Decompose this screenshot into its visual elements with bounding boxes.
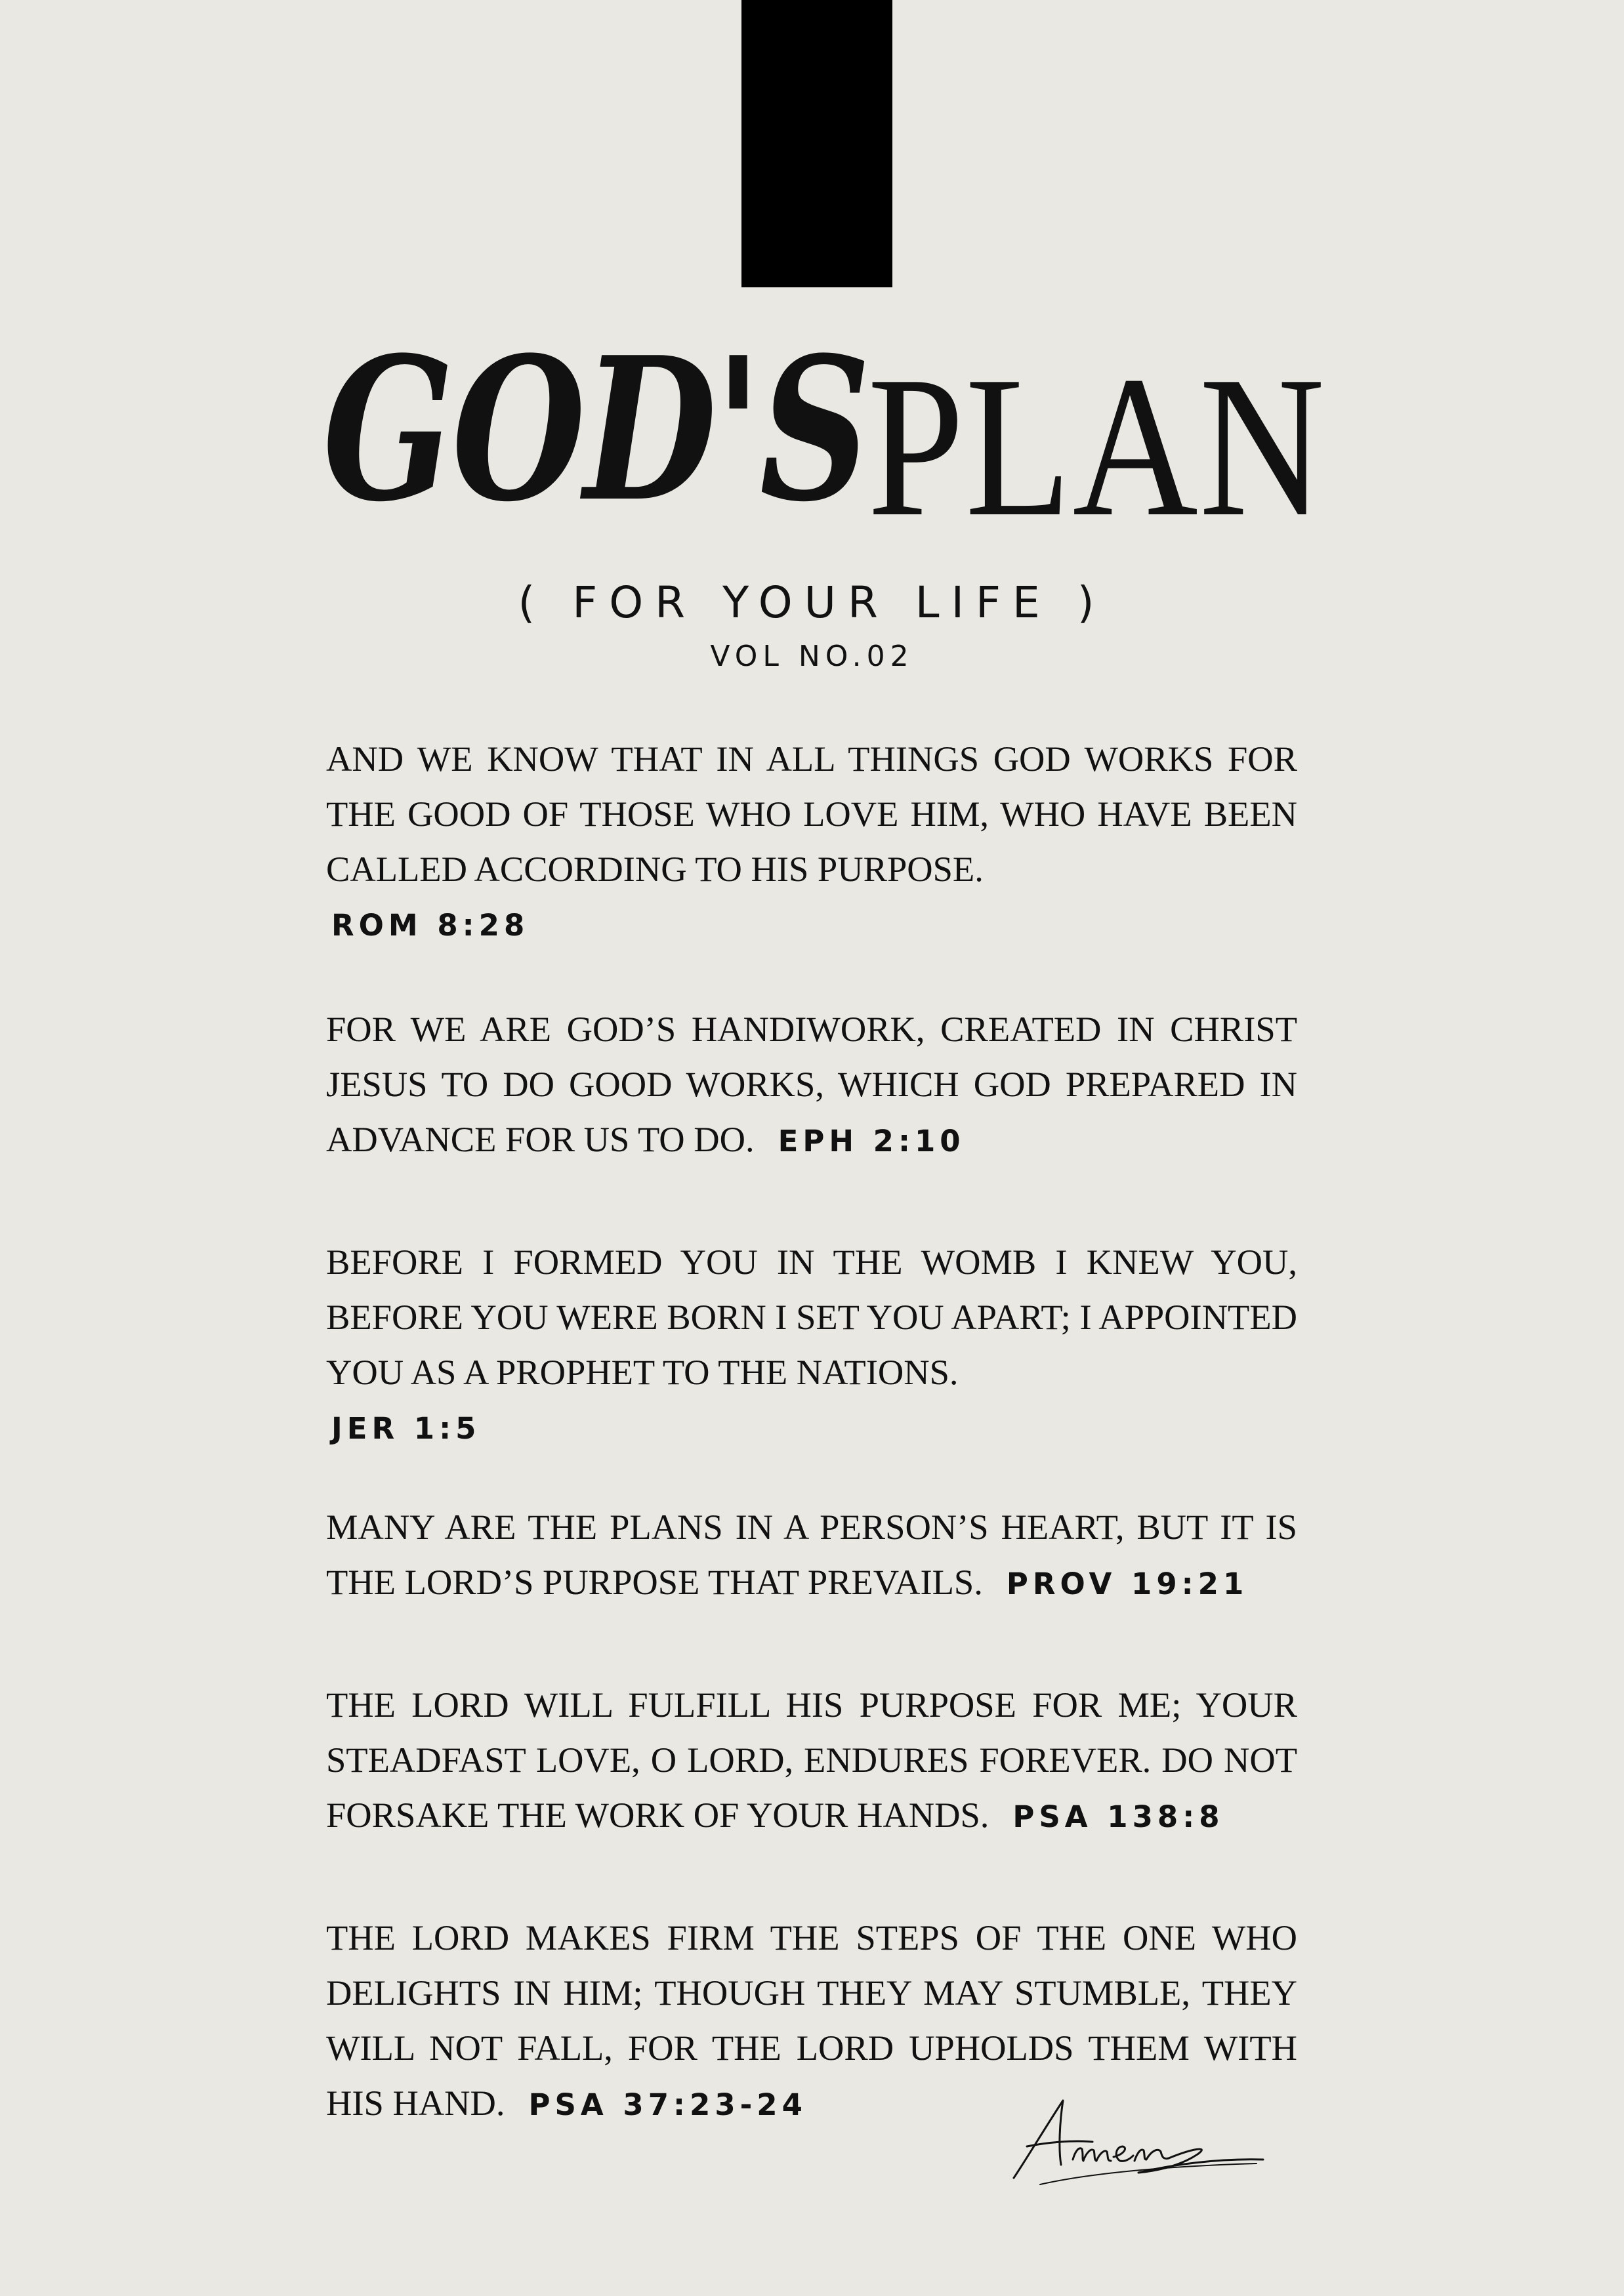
verse-text: AND WE KNOW THAT IN ALL THINGS GOD WORKS FOR THE GOOD OF THOSE WHO LOVE HIM, WHO HAVE BEEN CALLED ACCORDING TO HIS PURPOSE.: [326, 739, 1297, 889]
verse-block-prov: [326, 1500, 1297, 1612]
title-plan: PLAN: [867, 335, 1326, 558]
verse-block-rom: [326, 731, 1297, 945]
verse-list: [326, 731, 1297, 2133]
verse-text: THE LORD MAKES FIRM THE STEPS OF THE ONE WHO DELIGHTS IN HIM; THOUGH THEY MAY STUMBLE, THEY WILL NOT FALL, FOR THE LORD UPHOLDS THEM WITH HIS HAND.: [326, 1917, 1297, 2123]
verse-reference: EPH 2:10: [778, 1124, 965, 1158]
verse-paragraph: [326, 1002, 1297, 1169]
verse-reference: JER 1:5: [331, 1411, 481, 1446]
verse-block-jer: [326, 1235, 1297, 1448]
verse-paragraph: [326, 1677, 1297, 1845]
verse-text: FOR WE ARE GOD’S HANDIWORK, CREATED IN CHRIST JESUS TO DO GOOD WORKS, WHICH GOD PREPARED IN ADVANCE FOR US TO DO.: [326, 1009, 1297, 1159]
verse-reference: ROM 8:28: [331, 908, 530, 943]
top-black-bar: [741, 0, 892, 287]
verse-text: MANY ARE THE PLANS IN A PERSON’S HEART, BUT IT IS THE LORD’S PURPOSE THAT PREVAILS.: [326, 1507, 1297, 1602]
subtitle: ( FOR YOUR LIFE ): [518, 577, 1106, 628]
verse-reference: PSA 37:23-24: [528, 2087, 807, 2122]
verse-block-eph: [326, 1002, 1297, 1169]
title-gods: GOD'S: [323, 314, 869, 545]
verse-block-psa138: [326, 1677, 1297, 1845]
page-title: [323, 314, 1346, 558]
volume-label: VOL NO.02: [710, 640, 914, 673]
verse-text: THE LORD WILL FULFILL HIS PURPOSE FOR ME; YOUR STEADFAST LOVE, O LORD, ENDURES FOREVER. DO NOT FORSAKE THE WORK OF YOUR HANDS.: [326, 1685, 1297, 1835]
verse-reference: PROV 19:21: [1006, 1567, 1249, 1601]
amen-signature: [1001, 2086, 1276, 2191]
verse-reference: PSA 138:8: [1012, 1799, 1224, 1834]
verse-text: BEFORE I FORMED YOU IN THE WOMB I KNEW YOU, BEFORE YOU WERE BORN I SET YOU APART; I APPOINTED YOU AS A PROPHET TO THE NATIONS.: [326, 1242, 1297, 1392]
verse-paragraph: [326, 1500, 1297, 1612]
